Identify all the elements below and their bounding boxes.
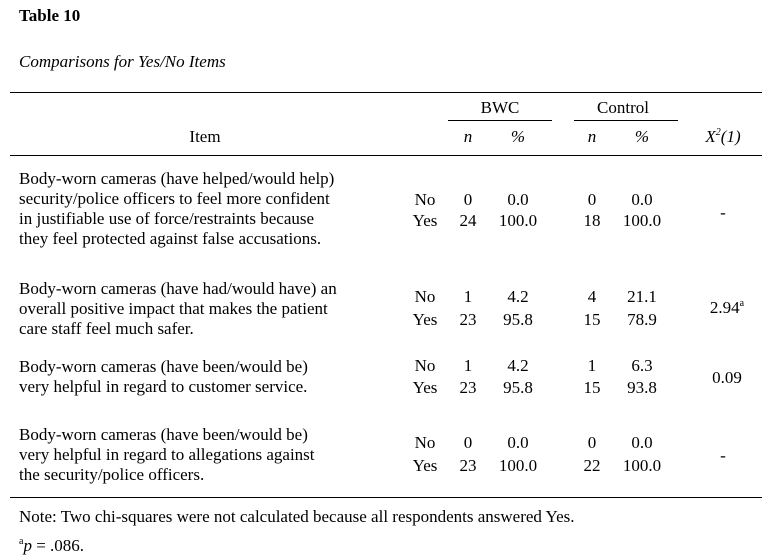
- row-3-bwc-yes-n: 23: [459, 378, 477, 397]
- row-4-bwc-yes-n: 23: [459, 456, 477, 475]
- row-3-no-label: No: [414, 356, 436, 375]
- table-subtitle: Comparisons for Yes/No Items: [19, 52, 226, 71]
- header-rule: [10, 155, 762, 156]
- header-chi-square: [705, 127, 740, 150]
- row-2-bwc-no-pct: 4.2: [507, 287, 529, 306]
- row-2-line-2: overall positive impact that makes the patient: [19, 299, 328, 318]
- row-2-chi-value: 2.94: [709, 298, 740, 317]
- row-1-line-2: security/police officers to feel more confident: [19, 189, 330, 208]
- row-2-ctl-yes-n: 15: [583, 310, 601, 329]
- row-1-ctl-yes-pct: 100.0: [622, 211, 662, 230]
- row-4-line-1: Body-worn cameras (have been/would be): [19, 425, 308, 444]
- row-1-ctl-no-pct: 0.0: [631, 190, 653, 209]
- row-4-bwc-yes-pct: 100.0: [498, 456, 538, 475]
- row-4-yes-label: Yes: [412, 456, 438, 475]
- header-control: Control: [597, 98, 649, 117]
- row-2-bwc-yes-pct: 95.8: [503, 310, 533, 329]
- row-3-bwc-no-pct: 4.2: [507, 356, 529, 375]
- row-4-no-label: No: [414, 433, 436, 452]
- row-4-line-2: very helpful in regard to allegations against: [19, 445, 315, 464]
- row-2-ctl-no-pct: 21.1: [627, 287, 657, 306]
- header-bwc-n: n: [463, 127, 473, 146]
- footnote-p: p: [23, 536, 32, 555]
- row-2-bwc-yes-n: 23: [459, 310, 477, 329]
- footnote-sup: a: [19, 536, 24, 547]
- row-2-chi-note: a: [739, 298, 745, 309]
- header-control-n: n: [587, 127, 597, 146]
- row-2-no-label: No: [414, 287, 436, 306]
- bottom-rule: [10, 497, 762, 498]
- row-1-line-4: they feel protected against false accusations.: [19, 229, 322, 248]
- footnote: [19, 536, 84, 559]
- row-1-yes-label: Yes: [412, 211, 438, 230]
- row-1-item: [19, 169, 409, 249]
- row-2-ctl-no-n: 4: [587, 287, 597, 306]
- row-4-item: [19, 425, 409, 485]
- control-rule: [574, 120, 678, 121]
- row-4-ctl-yes-pct: 100.0: [622, 456, 662, 475]
- table-title: Table 10: [19, 6, 81, 25]
- row-3-ctl-yes-pct: 93.8: [627, 378, 657, 397]
- row-1-ctl-no-n: 0: [587, 190, 597, 209]
- chi-tail: (1): [720, 127, 741, 146]
- row-1-no-label: No: [414, 190, 436, 209]
- bwc-rule: [448, 120, 552, 121]
- table-note: Note: Two chi-squares were not calculated because all respondents answered Yes.: [19, 507, 575, 526]
- row-1-bwc-yes-n: 24: [459, 211, 477, 230]
- row-4-bwc-no-n: 0: [463, 433, 473, 452]
- row-2-line-1: Body-worn cameras (have had/would have) an: [19, 279, 337, 298]
- row-4-chi: -: [720, 446, 726, 465]
- row-3-item: [19, 357, 409, 397]
- row-2-chi: [710, 298, 744, 321]
- row-3-chi: 0.09: [712, 368, 742, 387]
- row-1-line-3: in justifiable use of force/restraints because: [19, 209, 315, 228]
- row-2-ctl-yes-pct: 78.9: [627, 310, 657, 329]
- row-2-line-3: care staff feel much safer.: [19, 319, 194, 338]
- row-2-yes-label: Yes: [412, 310, 438, 329]
- row-3-ctl-yes-n: 15: [583, 378, 601, 397]
- row-4-ctl-no-n: 0: [587, 433, 597, 452]
- top-rule: [10, 92, 762, 93]
- header-control-pct: %: [634, 127, 650, 146]
- row-1-bwc-no-n: 0: [463, 190, 473, 209]
- header-bwc: BWC: [480, 98, 520, 117]
- header-bwc-pct: %: [510, 127, 526, 146]
- header-item: Item: [189, 127, 221, 146]
- row-1-chi: -: [720, 203, 726, 222]
- row-3-bwc-no-n: 1: [463, 356, 473, 375]
- row-1-bwc-no-pct: 0.0: [507, 190, 529, 209]
- footnote-rest: = .086.: [31, 536, 85, 555]
- row-3-bwc-yes-pct: 95.8: [503, 378, 533, 397]
- row-2-item: [19, 279, 409, 339]
- row-4-line-3: the security/police officers.: [19, 465, 205, 484]
- row-3-yes-label: Yes: [412, 378, 438, 397]
- row-3-ctl-no-pct: 6.3: [631, 356, 653, 375]
- row-3-line-2: very helpful in regard to customer service.: [19, 377, 308, 396]
- chi-sup: 2: [715, 127, 721, 138]
- row-3-line-1: Body-worn cameras (have been/would be): [19, 357, 308, 376]
- row-4-bwc-no-pct: 0.0: [507, 433, 529, 452]
- chi-base: X: [705, 127, 716, 146]
- row-1-bwc-yes-pct: 100.0: [498, 211, 538, 230]
- row-4-ctl-yes-n: 22: [583, 456, 601, 475]
- row-3-ctl-no-n: 1: [587, 356, 597, 375]
- row-1-line-1: Body-worn cameras (have helped/would help): [19, 169, 335, 188]
- row-1-ctl-yes-n: 18: [583, 211, 601, 230]
- row-4-ctl-no-pct: 0.0: [631, 433, 653, 452]
- row-2-bwc-no-n: 1: [463, 287, 473, 306]
